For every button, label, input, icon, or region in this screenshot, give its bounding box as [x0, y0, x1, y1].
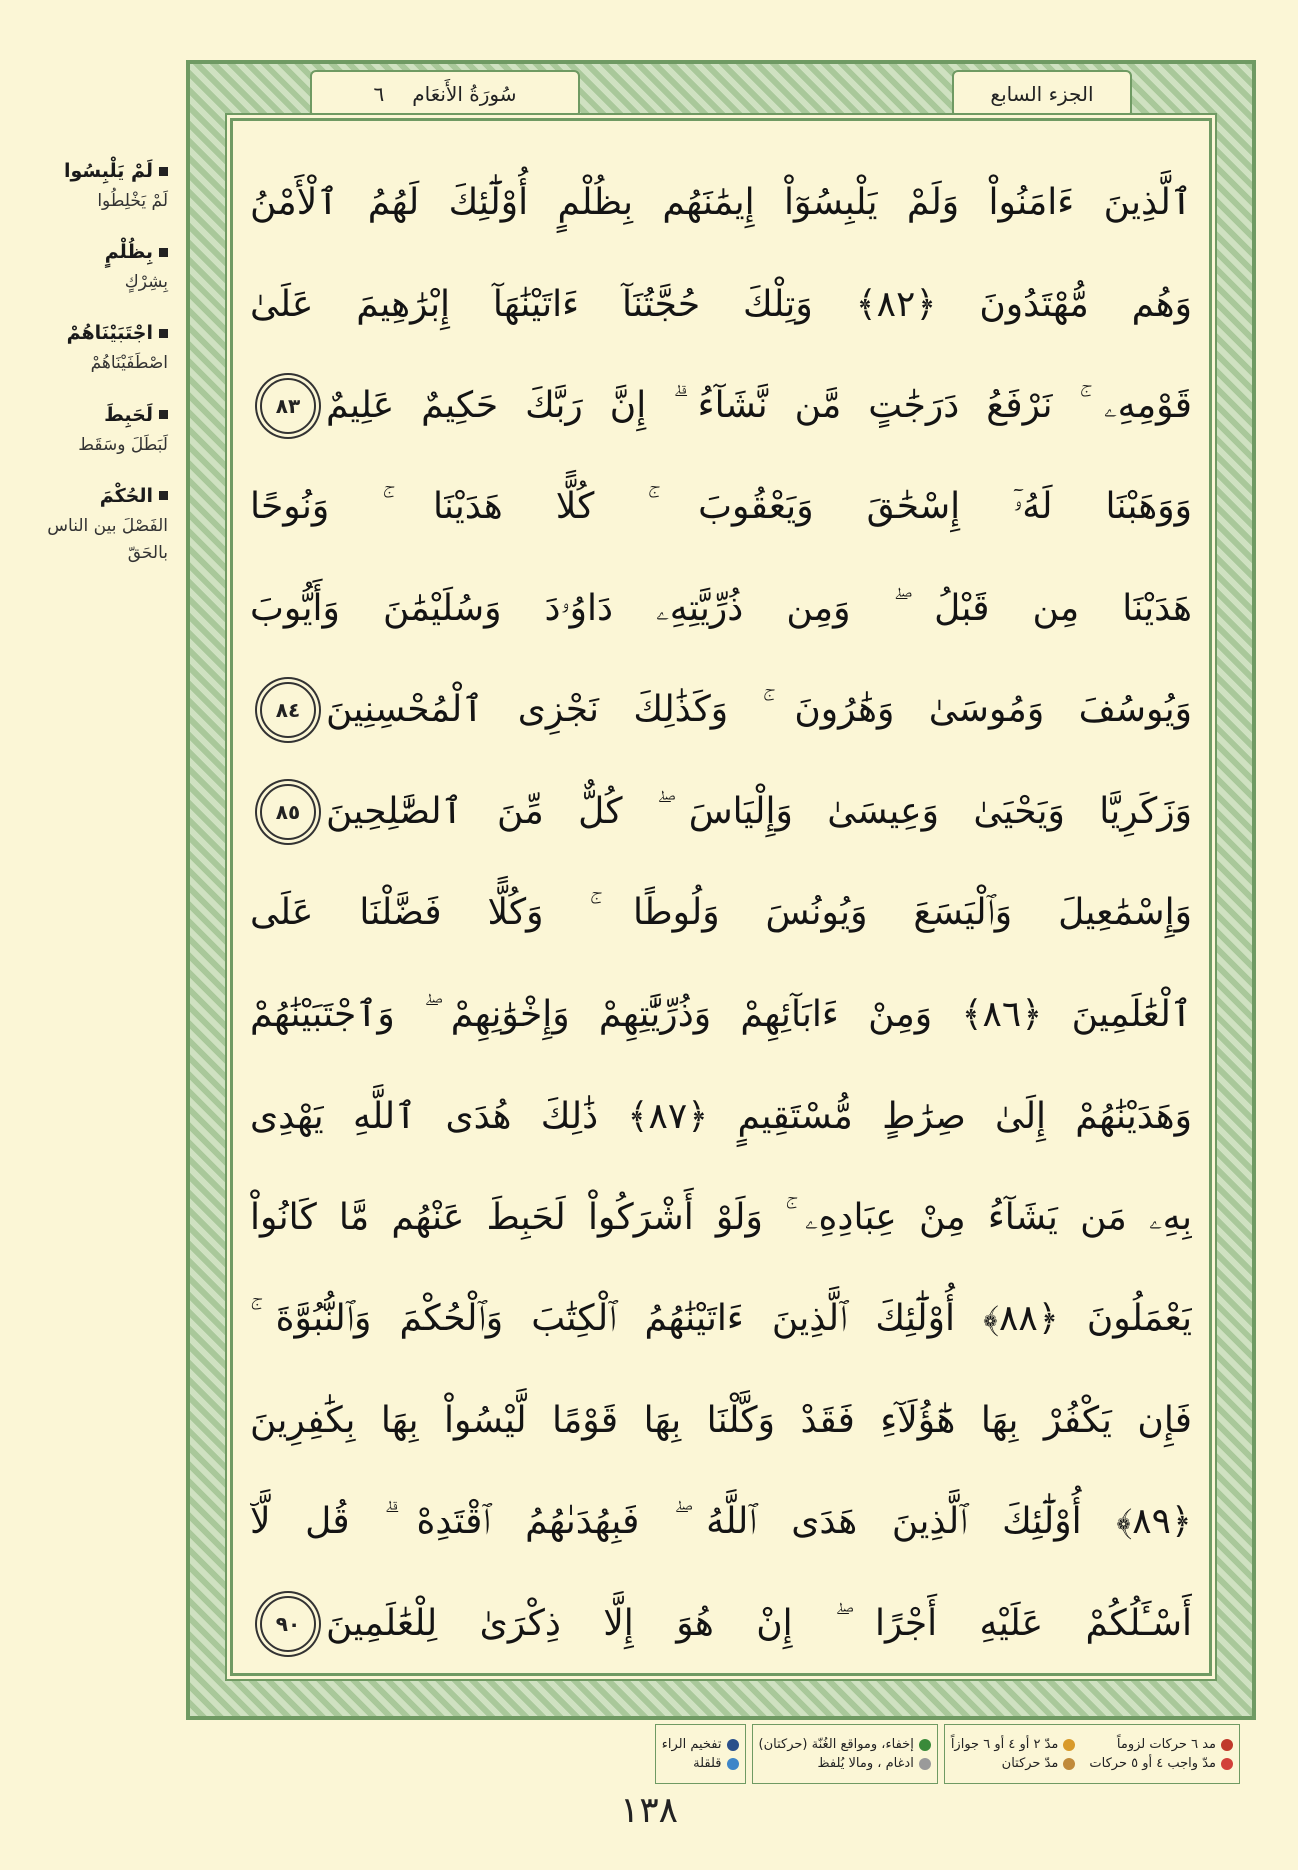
bullet-icon [159, 491, 168, 500]
gloss-entry [18, 160, 168, 215]
gloss-meaning: لَمْ يَخْلِطُوا [97, 191, 168, 211]
ayah-marker: ٩٠ [260, 1596, 316, 1652]
margin-glossary [18, 160, 168, 593]
color-dot-icon [919, 1758, 931, 1770]
gloss-entry [18, 485, 168, 567]
gloss-word: الحُكْمَ [99, 484, 153, 507]
color-dot-icon [1221, 1739, 1233, 1751]
text-line: يَعْمَلُونَ ﴿٨٨﴾ أُوْلَٰٓئِكَ ٱلَّذِينَ ءَاتَيْنَٰهُمُ ٱلْكِتَٰبَ وَٱلْحُكْمَ وَٱلنُّبُوَّةَ ۚ [250, 1298, 1192, 1340]
legend-group [655, 1724, 746, 1784]
gloss-entry [18, 241, 168, 296]
bullet-icon [159, 410, 168, 419]
verse-text [250, 152, 1192, 1656]
text-line: ٱلَّذِينَ ءَامَنُواْ وَلَمْ يَلْبِسُوٓاْ إِيمَٰنَهُم بِظُلْمٍ أُوْلَٰٓئِكَ لَهُمُ ٱلْأَمْنُ [250, 182, 1192, 224]
gloss-word: لَحَبِطَ [104, 403, 153, 426]
text-line: أَسْـَٔلُكُمْ عَلَيْهِ أَجْرًا ۖ إِنْ هُوَ إِلَّا ذِكْرَىٰ لِلْعَٰلَمِينَ ٩٠ [250, 1573, 1192, 1675]
ayah-marker: ٨٤ [260, 682, 316, 738]
text-line: وَيُوسُفَ وَمُوسَىٰ وَهَٰرُونَ ۚ وَكَذَٰلِكَ نَجْزِى ٱلْمُحْسِنِينَ ٨٤ [250, 660, 1192, 762]
color-dot-icon [1063, 1758, 1075, 1770]
text-line: وَوَهَبْنَا لَهُۥٓ إِسْحَٰقَ وَيَعْقُوبَ ۚ كُلًّا هَدَيْنَا ۚ وَنُوحًا [250, 486, 1192, 528]
text-line: فَإِن يَكْفُرْ بِهَا هَٰٓؤُلَآءِ فَقَدْ وَكَّلْنَا بِهَا قَوْمًا لَّيْسُواْ بِهَا بِكَٰفِرِينَ [250, 1400, 1192, 1442]
gloss-meaning: اصْطَفَيْنَاهُمْ [90, 353, 168, 374]
juz-header [952, 70, 1132, 118]
gloss-meaning: بِشِرْكٍ [124, 272, 168, 293]
gloss-meaning: لَبَطَلَ وسَقَط [78, 434, 168, 455]
legend-label: قلقلة [693, 1756, 722, 1771]
surah-number: ٦ [373, 82, 385, 106]
gloss-word: بِظُلْمٍ [104, 241, 153, 264]
legend-label: مد ٦ حركات لزوماً [1116, 1737, 1216, 1752]
text-line: وَإِسْمَٰعِيلَ وَٱلْيَسَعَ وَيُونُسَ وَلُوطًا ۚ وَكُلًّا فَضَّلْنَا عَلَى [250, 892, 1192, 934]
legend-group [752, 1724, 938, 1784]
tajweed-legend [390, 1724, 1240, 1784]
color-dot-icon [1221, 1758, 1233, 1770]
gloss-entry [18, 322, 168, 377]
color-dot-icon [727, 1739, 739, 1751]
juz-name: الجزء السابع [990, 82, 1094, 106]
gloss-word: اجْتَبَيْنَاهُمْ [66, 322, 153, 345]
surah-name: سُورَةُ الأَنعَام [412, 82, 517, 106]
text-line: وَزَكَرِيَّا وَيَحْيَىٰ وَعِيسَىٰ وَإِلْيَاسَ ۖ كُلٌّ مِّنَ ٱلصَّٰلِحِينَ ٨٥ [250, 761, 1192, 863]
text-line: هَدَيْنَا مِن قَبْلُ ۖ وَمِن ذُرِّيَّتِهِۦ دَاوُۥدَ وَسُلَيْمَٰنَ وَأَيُّوبَ [250, 587, 1192, 629]
color-dot-icon [1063, 1739, 1075, 1751]
ayah-marker: ٨٥ [260, 784, 316, 840]
ayah-marker: ٨٣ [260, 378, 316, 434]
surah-header [310, 70, 580, 118]
legend-label: مدّ حركتان [1001, 1756, 1059, 1771]
legend-label: ادغام ، ومالا يُلفظ [817, 1756, 914, 1771]
bullet-icon [159, 167, 168, 176]
gloss-meaning: الفَصْلَ بين الناس بالحَقّ [47, 515, 168, 563]
bullet-icon [159, 248, 168, 257]
color-dot-icon [727, 1758, 739, 1770]
legend-label: مدّ واجب ٤ أو ٥ حركات [1089, 1756, 1216, 1771]
text-line: بِهِۦ مَن يَشَآءُ مِنْ عِبَادِهِۦ ۚ وَلَوْ أَشْرَكُواْ لَحَبِطَ عَنْهُم مَّا كَانُواْ [250, 1196, 1192, 1238]
text-line: وَهَدَيْنَٰهُمْ إِلَىٰ صِرَٰطٍ مُّسْتَقِيمٍ ﴿٨٧﴾ ذَٰلِكَ هُدَى ٱللَّهِ يَهْدِى [250, 1095, 1192, 1137]
text-line: ٱلْعَٰلَمِينَ ﴿٨٦﴾ وَمِنْ ءَابَآئِهِمْ وَذُرِّيَّٰتِهِمْ وَإِخْوَٰنِهِمْ ۖ وَٱجْتَبَيْنَٰهُمْ [250, 993, 1192, 1035]
gloss-entry [18, 404, 168, 459]
color-dot-icon [919, 1739, 931, 1751]
bullet-icon [159, 329, 168, 338]
legend-label: تفخيم الراء [661, 1737, 722, 1752]
page-number: ١٣٨ [619, 1790, 678, 1831]
legend-label: مدّ ٢ أو ٤ أو ٦ جوازاً [950, 1737, 1059, 1752]
text-line: وَهُم مُّهْتَدُونَ ﴿٨٢﴾ وَتِلْكَ حُجَّتُنَآ ءَاتَيْنَٰهَآ إِبْرَٰهِيمَ عَلَىٰ [250, 283, 1192, 325]
gloss-word: لَمْ يَلْبِسُوا [63, 160, 153, 182]
text-line: قَوْمِهِۦ ۚ نَرْفَعُ دَرَجَٰتٍ مَّن نَّشَآءُ ۗ إِنَّ رَبَّكَ حَكِيمٌ عَلِيمٌ ٨٣ [250, 355, 1192, 457]
text-line: ﴿٨٩﴾ أُوْلَٰٓئِكَ ٱلَّذِينَ هَدَى ٱللَّهُ ۖ فَبِهُدَىٰهُمُ ٱقْتَدِهْ ۗ قُل لَّآ [250, 1501, 1192, 1543]
legend-label: إخفاء، ومواقع الغُنّة (حركتان) [758, 1737, 914, 1752]
page-frame [186, 60, 1256, 1720]
legend-group [944, 1724, 1240, 1784]
